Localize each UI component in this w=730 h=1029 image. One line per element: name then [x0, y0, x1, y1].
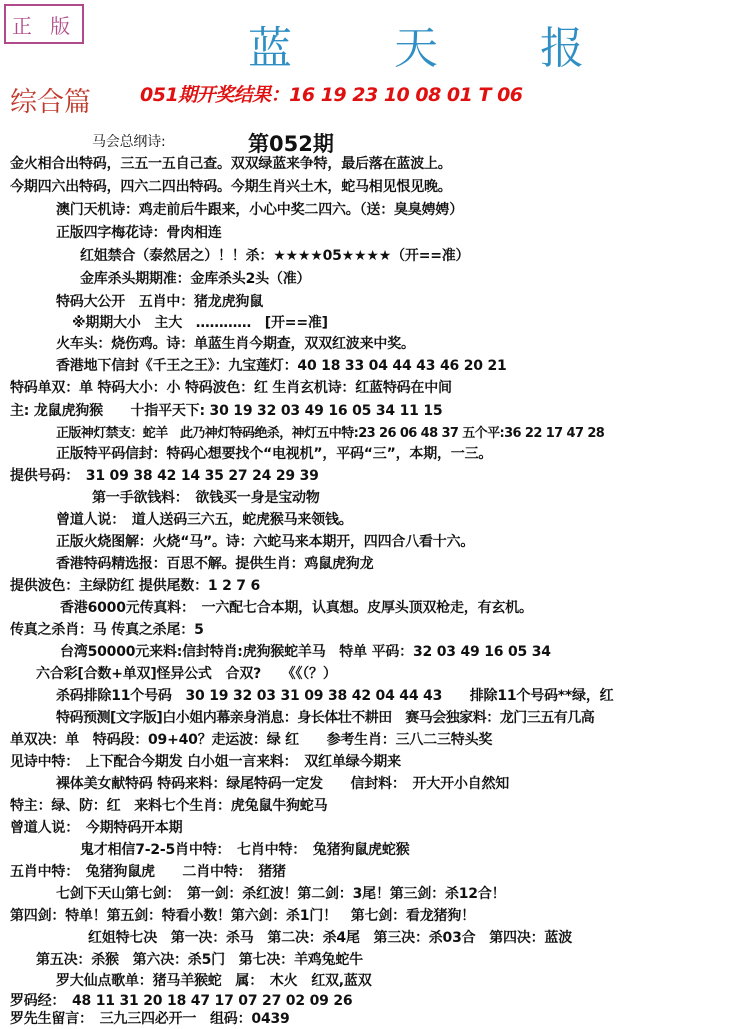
- text-line: 澳门天机诗：鸡走前后牛跟来，小心中奖二四六。（送：臭臭娉娉）: [56, 202, 463, 218]
- text-line: 传真之杀肖：马 传真之杀尾：5: [10, 622, 204, 638]
- text-line: 杀码排除11个号码 30 19 32 03 31 09 38 42 04 44 43 排除11个号码**绿，红: [56, 688, 614, 704]
- text-line: 香港特码精选报：百思不解。提供生肖：鸡鼠虎狗龙: [56, 556, 374, 572]
- newspaper-masthead: 蓝 天 报: [248, 23, 628, 74]
- text-line: 罗大仙点歌单：猪马羊猴蛇 属： 木火 红双,蓝双: [56, 973, 372, 989]
- text-line: 香港地下信封《千王之王》：九宝莲灯：40 18 33 04 44 43 46 20 21: [56, 358, 507, 374]
- text-line: 正版特平码信封：特码心想要找个“电视机”，平码“三”，本期，一三。: [56, 446, 493, 462]
- text-line: 七剑下天山第七剑： 第一剑：杀红波！第二剑：3尾！第三剑：杀12合！: [56, 886, 506, 902]
- text-line: 台湾50000元来料:信封特肖:虎狗猴蛇羊马 特单 平码：32 03 49 16 05 34: [60, 644, 551, 660]
- text-line: 单双决：单 特码段：09+40？走运波：绿 红 参考生肖：三八二三特头奖: [10, 732, 493, 748]
- text-line: 红姐禁合（泰然居之）！！杀：★★★★05★★★★（开==准）: [80, 248, 470, 264]
- text-line: 提供波色：主绿防红 提供尾数：1 2 7 6: [10, 578, 261, 594]
- text-line: 罗先生留言： 三九三四必开一 组码：0439: [10, 1011, 290, 1027]
- text-line: 第五决：杀猴 第六决：杀5门 第七决：羊鸡兔蛇牛: [36, 952, 363, 968]
- text-line: 金库杀头期期准：金库杀头2头（准）: [80, 271, 311, 287]
- text-line: 马会总纲诗:: [92, 134, 166, 150]
- text-line: 正版火烧图解：火烧“马”。诗：六蛇马来本期开，四四合八看十六。: [56, 534, 475, 550]
- authentic-stamp: 正 版: [4, 4, 84, 44]
- text-line: 特码大公开 五肖中：猪龙虎狗鼠: [56, 294, 263, 310]
- draw-result: 051期开奖结果：16 19 23 10 08 01 T 06: [140, 84, 523, 106]
- text-line: 鬼才相信7-2-5肖中特： 七肖中特： 兔猪狗鼠虎蛇猴: [80, 842, 410, 858]
- text-line: 提供号码： 31 09 38 42 14 35 27 24 29 39: [10, 468, 319, 484]
- text-line: 火车头：烧伤鸡。诗：单蓝生肖今期查，双双红波来中奖。: [56, 336, 415, 352]
- text-line: 裸体美女献特码 特码来料：绿尾特码一定发 信封料： 开大开小自然知: [56, 776, 510, 792]
- text-line: 特主：绿、防：红 来料七个生肖：虎兔鼠牛狗蛇马: [10, 798, 328, 814]
- issue-number: 第052期: [248, 132, 334, 156]
- text-line: 主: 龙鼠虎狗猴 十指平天下: 30 19 32 03 49 16 05 34 11 15: [10, 403, 443, 419]
- text-line: ※期期大小 主大 ………… [开==准]: [72, 315, 328, 331]
- text-line: 特码预测[文字版]白小姐内幕亲身消息：身长体壮不耕田 赛马会独家料：龙门三五有几高: [56, 710, 595, 726]
- text-line: 香港6000元传真料： 一六配七合本期，认真想。皮厚头顶双枪走，有玄机。: [60, 600, 533, 616]
- text-line: 金火相合出特码，三五一五自己查。双双绿蓝来争特，最后落在蓝波上。: [10, 156, 452, 172]
- text-line: 红姐特七决 第一决：杀马 第二决：杀4尾 第三决：杀03合 第四决：蓝波: [88, 930, 573, 946]
- text-line: 特码单双：单 特码大小：小 特码波色：红 生肖玄机诗：红蓝特码在中间: [10, 380, 452, 396]
- text-line: 罗码经： 48 11 31 20 18 47 17 07 27 02 09 26: [10, 993, 353, 1009]
- text-line: 曾道人说： 今期特码开本期: [10, 820, 183, 836]
- text-line: 见诗中特： 上下配合今期发 白小姐一言来料： 双红单绿今期来: [10, 754, 401, 770]
- text-line: 正版神灯禁支：蛇羊 此乃神灯特码绝杀，神灯五中特:23 26 06 48 37 五个平:36 22 17 47 28: [56, 426, 605, 441]
- text-line: 第一手欲钱料： 欲钱买一身是宝动物: [92, 490, 320, 506]
- text-line: 第四剑：特单！第五剑：特看小数！第六剑：杀1门！ 第七剑：看龙猪狗！: [10, 908, 475, 924]
- text-line: 六合彩[合数+单双]怪异公式 合双? 《《（？）: [36, 666, 337, 682]
- section-title: 综合篇: [10, 87, 91, 118]
- text-line: 曾道人说： 道人送码三六五，蛇虎猴马来领钱。: [56, 512, 353, 528]
- text-line: 五肖中特： 兔猪狗鼠虎 二肖中特： 猪猪: [10, 864, 286, 880]
- text-line: 今期四六出特码，四六二四出特码。今期生肖兴土木，蛇马相见恨见晚。: [10, 179, 452, 195]
- text-line: 正版四字梅花诗：骨肉相连: [56, 225, 222, 241]
